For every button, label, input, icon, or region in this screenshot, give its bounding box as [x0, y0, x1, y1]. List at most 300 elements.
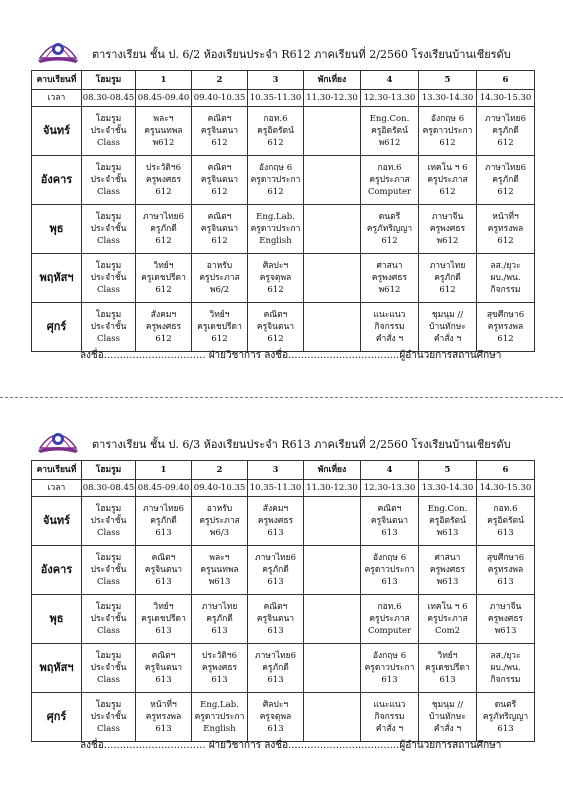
cell-line: ครูทรงพล	[487, 565, 524, 575]
cell-line: คณิตฯ	[207, 114, 232, 124]
cell-line: ครูเดชปรีดา	[197, 322, 242, 332]
cell-line: กิจกรรม	[490, 675, 521, 685]
cell-line: ประจำชั้น	[90, 175, 127, 185]
header-cell: โฮมรูม	[82, 71, 136, 90]
cell-line: ครูพงศธร	[429, 565, 466, 575]
cell-line: 613	[211, 675, 228, 685]
class-cell	[192, 644, 248, 693]
class-cell	[361, 205, 419, 254]
cell-line: ครูอิตรัตน์	[371, 126, 408, 136]
class-cell	[192, 595, 248, 644]
class-cell	[419, 546, 477, 595]
cell-line: ประจำชั้น	[90, 224, 127, 234]
cell-line: ครูดาวประกา	[364, 663, 415, 673]
cell-line: ภาษาไทย6	[142, 504, 185, 514]
cell-line: บ้านทักษะ	[429, 712, 466, 722]
cell-line: 613	[267, 724, 284, 734]
lunch-cell	[304, 497, 361, 546]
class-cell	[82, 254, 136, 303]
class-cell	[248, 107, 304, 156]
class-cell	[136, 546, 192, 595]
cell-line: ครูจตุพล	[259, 712, 292, 722]
cell-line: กอท.6	[493, 504, 518, 514]
cell-line: 612	[267, 334, 284, 344]
cell-line: คณิตฯ	[263, 602, 288, 612]
cell-line: พละฯ	[209, 553, 230, 563]
day-name: จันทร์	[32, 497, 82, 546]
cell-line: ภาษาไทย6	[142, 212, 185, 222]
cell-line: 612	[439, 285, 456, 295]
cell-line: Class	[96, 528, 120, 538]
class-cell	[361, 595, 419, 644]
time-cell: 14.30-15.30	[477, 90, 535, 107]
cell-line: ภาษาไทย6	[254, 651, 297, 661]
class-cell	[361, 107, 419, 156]
cell-line: 612	[211, 334, 228, 344]
cell-line: ครูจินตนา	[144, 663, 183, 673]
cell-line: สังคมฯ	[150, 310, 177, 320]
cell-line: อังกฤษ 6	[372, 553, 407, 563]
cell-line: สุขศึกษา6	[486, 310, 525, 320]
timetable-table	[31, 70, 535, 352]
cell-line: ประจำชั้น	[90, 516, 127, 526]
cell-line: ครูดาวประกา	[194, 712, 245, 722]
time-cell: 13.30-14.30	[419, 480, 477, 497]
cell-line: โฮมรูม	[95, 310, 122, 320]
cell-line: ครูเดชปรีดา	[141, 273, 186, 283]
cell-line: Eng.Lab.	[200, 700, 239, 710]
cell-line: ดนตรี	[494, 700, 517, 710]
cell-line: วิทย์ฯ	[209, 310, 230, 320]
time-cell: 14.30-15.30	[477, 480, 535, 497]
header-cell: คาบเรียนที่	[32, 461, 82, 480]
class-cell	[477, 156, 535, 205]
cell-line: อังกฤษ 6	[372, 651, 407, 661]
class-cell	[361, 644, 419, 693]
cell-line: 613	[155, 675, 172, 685]
time-cell: 08.45-09.40	[136, 480, 192, 497]
cell-line: 612	[155, 236, 172, 246]
class-cell	[248, 644, 304, 693]
cell-line: กอท.6	[263, 114, 288, 124]
cell-line: พ613	[208, 577, 231, 587]
class-cell	[82, 205, 136, 254]
cell-line: Com2	[434, 626, 461, 636]
time-cell: 10.35-11.30	[248, 90, 304, 107]
cell-line: ครูทรงพล	[487, 224, 524, 234]
cell-line: เทคโน ฯ 6	[427, 602, 468, 612]
cell-line: เทคโน ฯ 6	[427, 163, 468, 173]
day-row	[32, 254, 535, 303]
class-cell	[477, 693, 535, 742]
signature-line: ลงชื่อ................................ ฝ่ายวิชาการ ลงชื่อ...................................ผู้อำนวยการสถานศึกษา	[80, 740, 502, 751]
cell-line: คำสั่ง ฯ	[433, 334, 462, 344]
cell-line: ประจำชั้น	[90, 273, 127, 283]
cell-line: ดนตรี	[378, 212, 401, 222]
cell-line: ครูภักดี	[262, 565, 289, 575]
cell-line: ครูจินตนา	[144, 565, 183, 575]
cell-line: สุขศึกษา6	[486, 553, 525, 563]
cell-line: ครูพงศธร	[145, 322, 182, 332]
cell-line: ครูจินตนา	[256, 614, 295, 624]
day-name: พุธ	[32, 595, 82, 644]
day-row	[32, 156, 535, 205]
header-cell: 2	[192, 461, 248, 480]
cell-line: 613	[267, 528, 284, 538]
cell-line: 612	[155, 187, 172, 197]
cell-line: 613	[267, 577, 284, 587]
cell-line: ครูดาวประกา	[422, 126, 473, 136]
cell-line: ครูประภาส	[199, 273, 240, 283]
cell-line: 612	[497, 334, 514, 344]
cell-line: พ6/2	[209, 285, 230, 295]
class-cell	[248, 693, 304, 742]
cell-line: ศิลปะฯ	[262, 700, 289, 710]
class-cell	[136, 156, 192, 205]
cell-line: โฮมรูม	[95, 700, 122, 710]
class-cell	[192, 303, 248, 352]
cell-line: โฮมรูม	[95, 553, 122, 563]
cell-line: ครูประภาส	[199, 516, 240, 526]
time-cell: 11.30-12.30	[304, 90, 361, 107]
class-cell	[192, 254, 248, 303]
cell-line: กิจกรรม	[374, 712, 405, 722]
header-cell: 1	[136, 461, 192, 480]
time-cell: 11.30-12.30	[304, 480, 361, 497]
cell-line: พละฯ	[153, 114, 174, 124]
class-cell	[136, 595, 192, 644]
cell-line: Computer	[367, 626, 412, 636]
cell-line: ครูภักดี	[434, 273, 461, 283]
day-name: พฤหัสฯ	[32, 644, 82, 693]
cell-line: อาหรับ	[206, 504, 233, 514]
class-cell	[248, 205, 304, 254]
time-cell: 12.30-13.30	[361, 480, 419, 497]
cell-line: Class	[96, 626, 120, 636]
class-cell	[361, 156, 419, 205]
lunch-cell	[304, 156, 361, 205]
cell-line: 612	[497, 236, 514, 246]
cell-line: Class	[96, 187, 120, 197]
cell-line: พ613	[436, 577, 459, 587]
day-name: จันทร์	[32, 107, 82, 156]
class-cell	[136, 107, 192, 156]
cell-line: พ613	[494, 626, 517, 636]
cell-line: 613	[155, 626, 172, 636]
cell-line: 613	[211, 626, 228, 636]
cell-line: ครูเดชปรีดา	[141, 614, 186, 624]
day-row	[32, 205, 535, 254]
class-cell	[136, 303, 192, 352]
cell-line: วิทย์ฯ	[153, 261, 174, 271]
cell-line: คณิตฯ	[377, 504, 402, 514]
cell-line: ภาษาไทย6	[484, 163, 527, 173]
cell-line: 613	[267, 675, 284, 685]
class-cell	[82, 693, 136, 742]
cell-line: ครูจินตนา	[200, 224, 239, 234]
time-cell: 12.30-13.30	[361, 90, 419, 107]
class-cell	[82, 497, 136, 546]
cell-line: ครูจินตนา	[256, 322, 295, 332]
time-label: เวลา	[32, 480, 82, 497]
cell-line: 612	[439, 187, 456, 197]
cell-line: Eng.Lab.	[256, 212, 295, 222]
header-cell: 5	[419, 71, 477, 90]
cell-line: 613	[267, 626, 284, 636]
class-cell	[248, 254, 304, 303]
day-name: อังคาร	[32, 546, 82, 595]
cell-line: ครูพงศธร	[371, 273, 408, 283]
cell-line: ครูจตุพล	[259, 273, 292, 283]
class-cell	[82, 644, 136, 693]
cell-line: ครูอิตรัตน์	[257, 126, 294, 136]
cell-line: 613	[497, 577, 514, 587]
cell-line: ครูภักดี	[492, 126, 519, 136]
cell-line: อังกฤษ 6	[258, 163, 293, 173]
cell-line: 612	[267, 138, 284, 148]
class-cell	[192, 546, 248, 595]
header-cell: 2	[192, 71, 248, 90]
cell-line: ประจำชั้น	[90, 663, 127, 673]
lunch-cell	[304, 693, 361, 742]
class-cell	[248, 303, 304, 352]
cell-line: ครูภัทริญญา	[366, 224, 413, 234]
time-cell: 08.30-08.45	[82, 90, 136, 107]
cell-line: ครูภักดี	[262, 663, 289, 673]
class-cell	[248, 156, 304, 205]
cell-line: กอท.6	[377, 163, 402, 173]
cell-line: บ้านทักษะ	[429, 322, 466, 332]
day-row	[32, 693, 535, 742]
class-cell	[192, 693, 248, 742]
cell-line: ครูประภาส	[427, 614, 468, 624]
page-title: ตารางเรียน ชั้น ป. 6/3 ห้องเรียนประจำ R613 ภาคเรียนที่ 2/2560 โรงเรียนบ้านเชียรดับ	[92, 438, 511, 451]
cell-line: ครูภักดี	[206, 614, 233, 624]
cell-line: โฮมรูม	[95, 163, 122, 173]
class-cell	[82, 156, 136, 205]
class-cell	[477, 254, 535, 303]
cell-line: 612	[267, 285, 284, 295]
header-cell: 6	[477, 461, 535, 480]
time-label: เวลา	[32, 90, 82, 107]
day-row	[32, 546, 535, 595]
dashed-divider	[0, 397, 563, 398]
cell-line: 612	[497, 138, 514, 148]
header-cell: พักเที่ยง	[304, 461, 361, 480]
class-cell	[361, 254, 419, 303]
cell-line: ครูอิตรัตน์	[487, 516, 524, 526]
cell-line: 612	[439, 138, 456, 148]
header-row	[32, 461, 535, 480]
day-name: พุธ	[32, 205, 82, 254]
cell-line: ศาสนา	[434, 553, 461, 563]
lunch-cell	[304, 205, 361, 254]
time-cell: 08.30-08.45	[82, 480, 136, 497]
class-cell	[192, 205, 248, 254]
cell-line: ครูประภาส	[369, 175, 410, 185]
class-cell	[477, 644, 535, 693]
cell-line: แนะแนว	[373, 310, 406, 320]
cell-line: 612	[155, 285, 172, 295]
day-name: พฤหัสฯ	[32, 254, 82, 303]
cell-line: อาหรับ	[206, 261, 233, 271]
class-cell	[136, 693, 192, 742]
cell-line: 613	[381, 528, 398, 538]
header-cell: 5	[419, 461, 477, 480]
cell-line: พ612	[152, 138, 175, 148]
cell-line: พ612	[378, 285, 401, 295]
cell-line: หน้าที่ฯ	[150, 700, 177, 710]
class-cell	[419, 254, 477, 303]
header-cell: 4	[361, 71, 419, 90]
class-cell	[477, 497, 535, 546]
cell-line: คำสั่ง ฯ	[375, 724, 404, 734]
cell-line: ครูภัทริญญา	[482, 712, 529, 722]
lunch-cell	[304, 644, 361, 693]
cell-line: 612	[211, 187, 228, 197]
cell-line: Class	[96, 675, 120, 685]
cell-line: ประจำชั้น	[90, 712, 127, 722]
day-name: ศุกร์	[32, 303, 82, 352]
cell-line: ครูจินตนา	[200, 126, 239, 136]
cell-line: ประวัติฯ6	[145, 163, 181, 173]
cell-line: ครูดาวประกา	[250, 175, 301, 185]
class-cell	[419, 644, 477, 693]
class-cell	[192, 107, 248, 156]
cell-line: พ6/3	[209, 528, 230, 538]
time-row	[32, 480, 535, 497]
class-cell	[419, 156, 477, 205]
cell-line: ครูภักดี	[150, 224, 177, 234]
cell-line: ประจำชั้น	[90, 322, 127, 332]
class-cell	[192, 156, 248, 205]
cell-line: 612	[267, 187, 284, 197]
cell-line: ครูภักดี	[150, 516, 177, 526]
time-cell: 08.45-09.40	[136, 90, 192, 107]
cell-line: โฮมรูม	[95, 261, 122, 271]
cell-line: ผบ./พน.	[490, 273, 521, 283]
day-name: ศุกร์	[32, 693, 82, 742]
cell-line: กิจกรรม	[374, 322, 405, 332]
cell-line: วิทย์ฯ	[437, 651, 458, 661]
cell-line: ครูนนทพล	[200, 565, 239, 575]
cell-line: ประจำชั้น	[90, 614, 127, 624]
class-cell	[361, 497, 419, 546]
cell-line: Computer	[367, 187, 412, 197]
cell-line: Eng.Con.	[369, 114, 410, 124]
cell-line: โฮมรูม	[95, 114, 122, 124]
cell-line: ประวัติฯ6	[201, 651, 237, 661]
cell-line: ครูประภาส	[369, 614, 410, 624]
cell-line: ครูดาวประกา	[250, 224, 301, 234]
class-cell	[477, 595, 535, 644]
class-cell	[419, 693, 477, 742]
cell-line: คำสั่ง ฯ	[375, 334, 404, 344]
cell-line: ผบ./พน.	[490, 663, 521, 673]
cell-line: ครูดาวประกา	[364, 565, 415, 575]
cell-line: 613	[381, 577, 398, 587]
class-cell	[419, 497, 477, 546]
lunch-cell	[304, 303, 361, 352]
cell-line: ครูจินตนา	[370, 516, 409, 526]
day-row	[32, 644, 535, 693]
cell-line: ศาสนา	[376, 261, 403, 271]
cell-line: คณิตฯ	[151, 553, 176, 563]
signature-line: ลงชื่อ................................ ฝ่ายวิชาการ ลงชื่อ...................................ผู้อำนวยการสถานศึกษา	[80, 350, 502, 361]
cell-line: ครูภักดี	[492, 175, 519, 185]
cell-line: พ612	[378, 138, 401, 148]
class-cell	[419, 107, 477, 156]
cell-line: 612	[211, 138, 228, 148]
cell-line: พ612	[436, 236, 459, 246]
cell-line: ศิลปะฯ	[262, 261, 289, 271]
header-cell: 6	[477, 71, 535, 90]
cell-line: แนะแนว	[373, 700, 406, 710]
cell-line: ภาษาไทย	[429, 261, 466, 271]
cell-line: ประจำชั้น	[90, 126, 127, 136]
cell-line: ลส./ยุวะ	[490, 651, 521, 661]
class-cell	[82, 303, 136, 352]
header-cell: 1	[136, 71, 192, 90]
class-cell	[82, 595, 136, 644]
class-cell	[136, 254, 192, 303]
cell-line: หน้าที่ฯ	[492, 212, 519, 222]
class-cell	[248, 497, 304, 546]
cell-line: Class	[96, 334, 120, 344]
cell-line: 613	[155, 528, 172, 538]
day-row	[32, 595, 535, 644]
cell-line: ครูอิตรัตน์	[429, 516, 466, 526]
class-cell	[419, 595, 477, 644]
header-cell: โฮมรูม	[82, 461, 136, 480]
day-row	[32, 107, 535, 156]
day-name: อังคาร	[32, 156, 82, 205]
class-cell	[82, 107, 136, 156]
header-cell: 3	[248, 461, 304, 480]
class-cell	[136, 205, 192, 254]
cell-line: อังกฤษ 6	[430, 114, 465, 124]
class-cell	[419, 205, 477, 254]
cell-line: ภาษาไทย6	[484, 114, 527, 124]
class-cell	[477, 546, 535, 595]
cell-line: ประจำชั้น	[90, 565, 127, 575]
class-cell	[477, 303, 535, 352]
cell-line: Class	[96, 138, 120, 148]
cell-line: 613	[497, 528, 514, 538]
cell-line: 612	[155, 334, 172, 344]
class-cell	[248, 546, 304, 595]
cell-line: Class	[96, 577, 120, 587]
school-logo-icon	[36, 418, 80, 454]
cell-line: ภาษาไทย6	[254, 553, 297, 563]
cell-line: ครูประภาส	[427, 175, 468, 185]
time-cell: 09.40-10.35	[192, 90, 248, 107]
header-row	[32, 71, 535, 90]
class-cell	[419, 303, 477, 352]
cell-line: Eng.Con.	[427, 504, 468, 514]
class-cell	[477, 107, 535, 156]
class-cell	[361, 303, 419, 352]
cell-line: 612	[211, 236, 228, 246]
cell-line: 613	[155, 577, 172, 587]
cell-line: ครูจินตนา	[200, 175, 239, 185]
class-cell	[361, 693, 419, 742]
cell-line: สังคมฯ	[262, 504, 289, 514]
time-row	[32, 90, 535, 107]
cell-line: ชุมนุม //	[431, 310, 464, 320]
class-cell	[136, 644, 192, 693]
class-cell	[82, 546, 136, 595]
